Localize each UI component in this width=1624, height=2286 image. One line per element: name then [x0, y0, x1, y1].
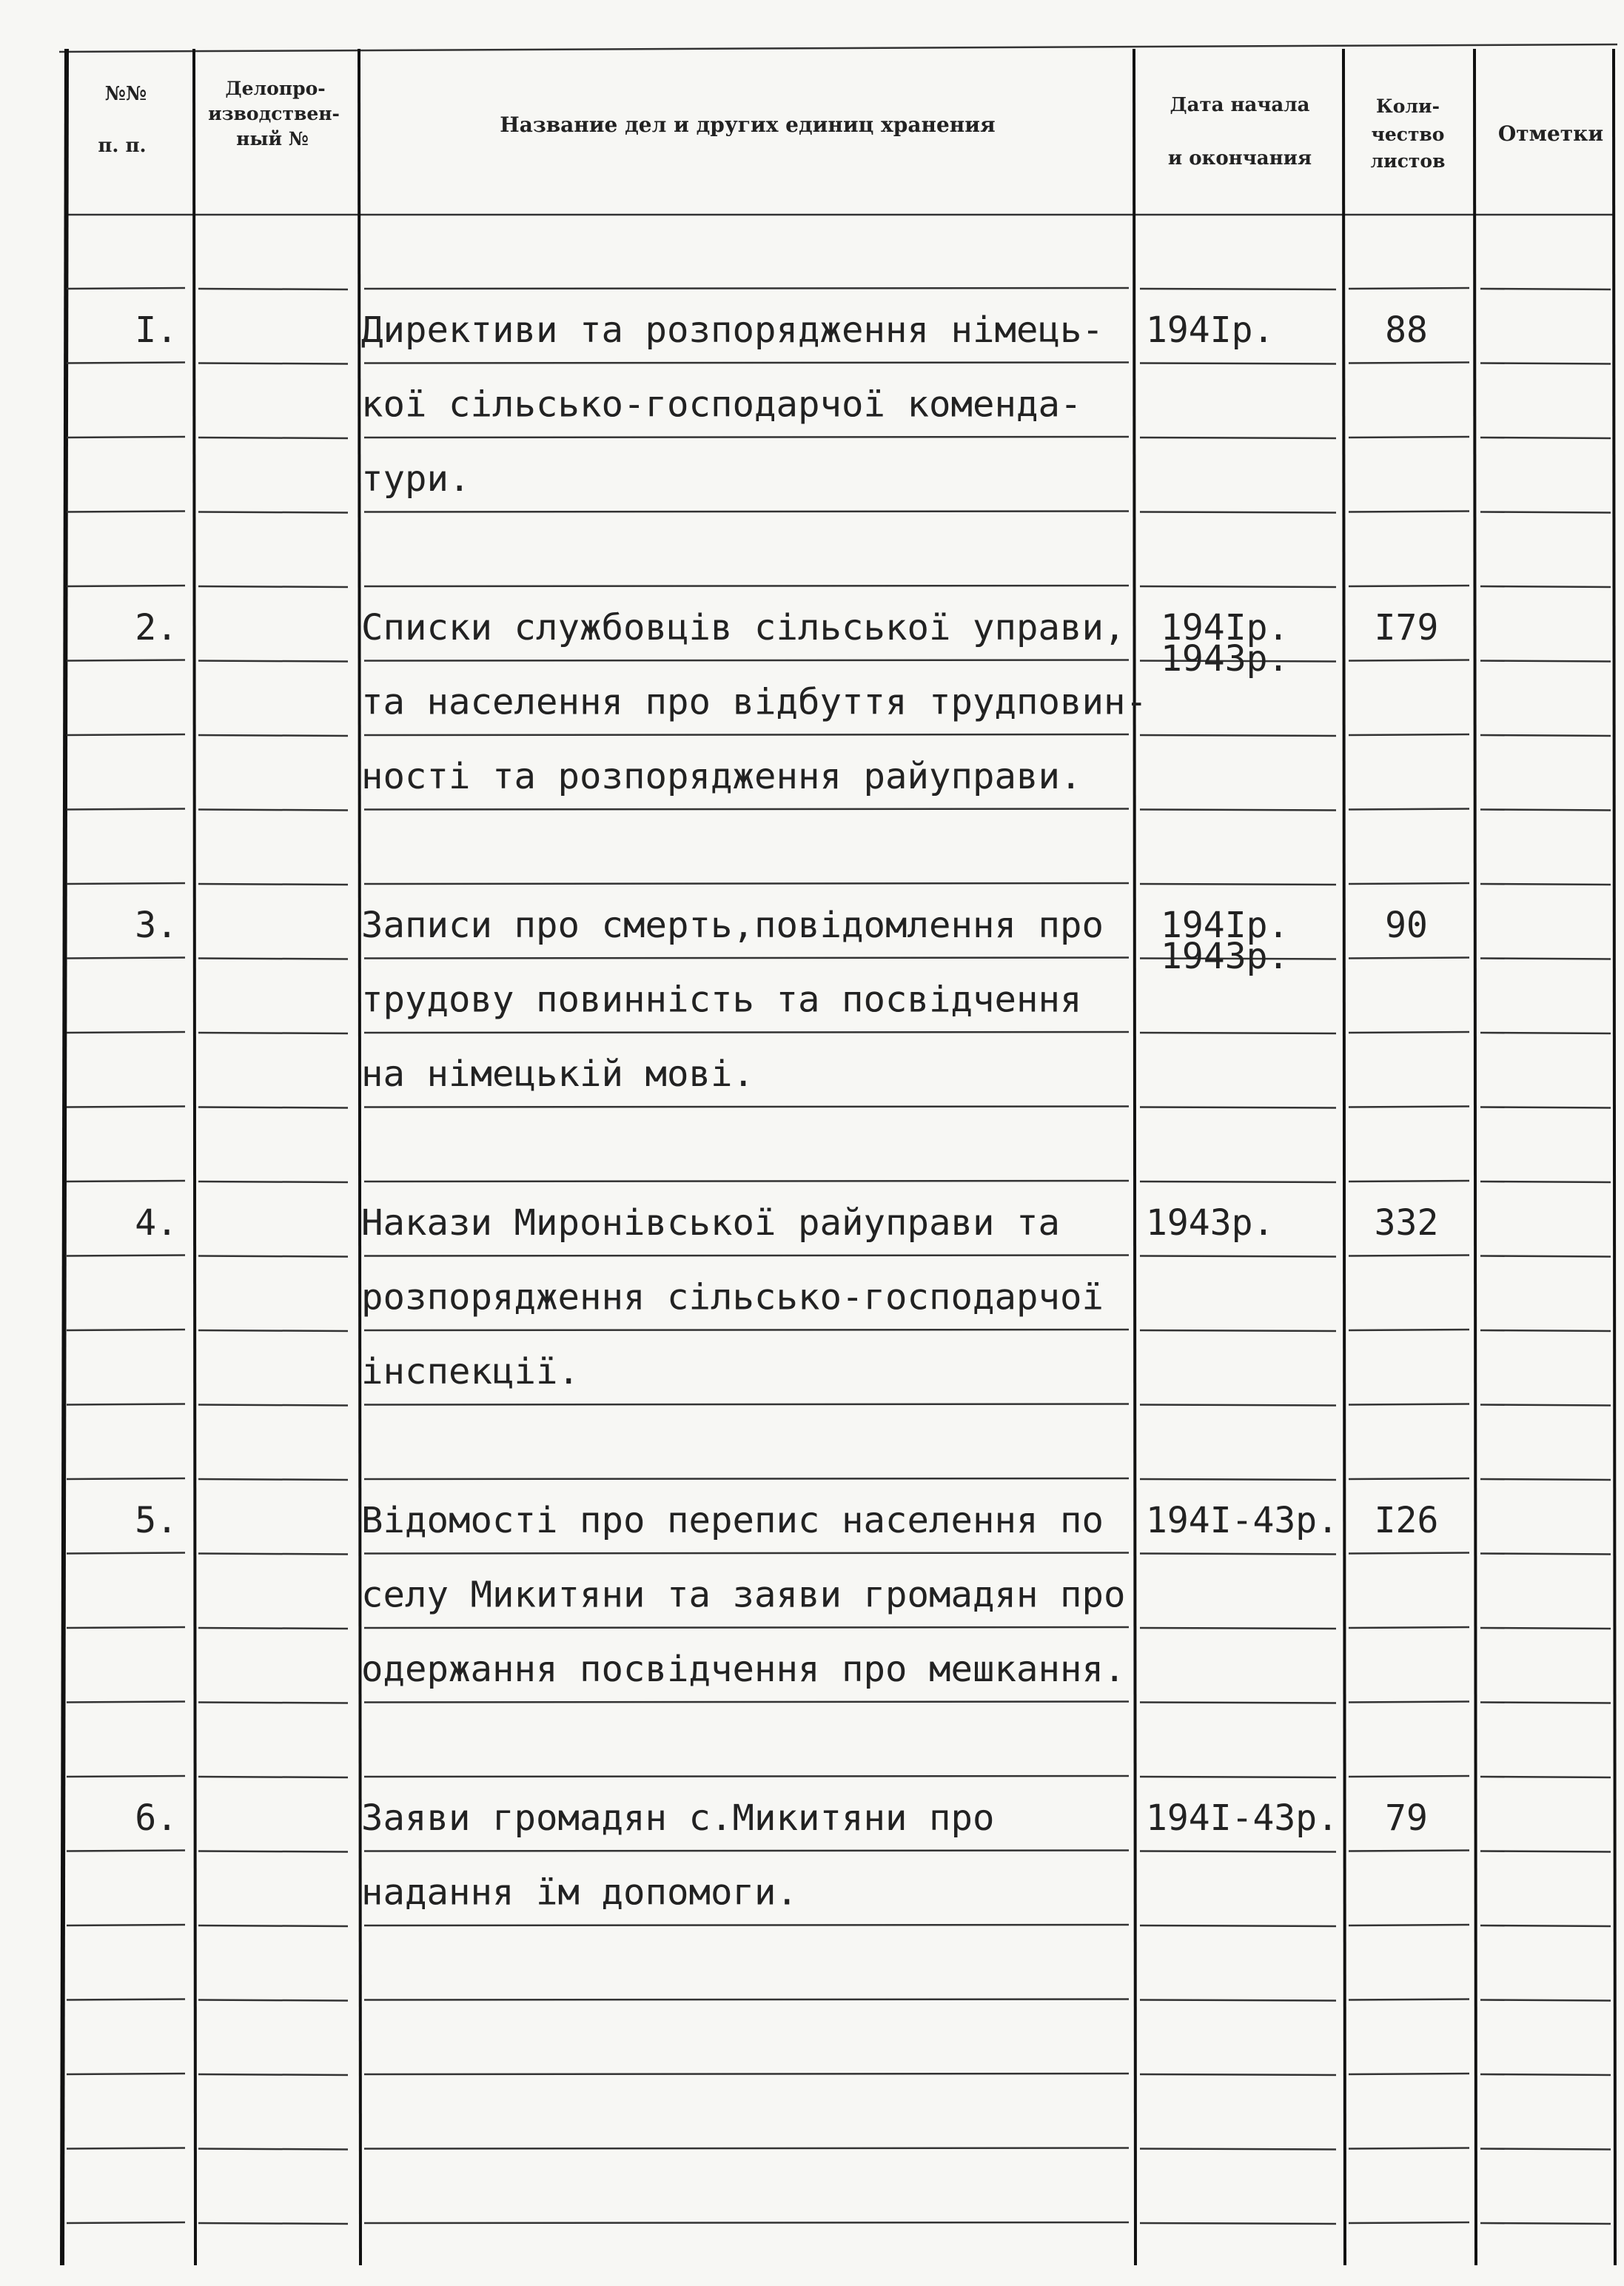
ruled-line	[67, 1627, 185, 1628]
ruled-line	[1480, 1330, 1611, 1331]
entry-number: 3.	[135, 905, 178, 946]
entry-number: 4.	[135, 1202, 178, 1244]
ruled-line	[1349, 660, 1469, 661]
ruled-line	[198, 2149, 348, 2150]
ruled-line	[1349, 958, 1469, 959]
ruled-line	[67, 809, 185, 810]
entry-title-line: надання їм допомоги.	[361, 1871, 798, 1914]
table-row	[135, 1797, 1428, 1914]
entry-sheet-count: 90	[1385, 905, 1428, 946]
ruled-line	[364, 288, 1129, 289]
entry-date: 1943р.	[1161, 638, 1289, 680]
ruled-line	[1349, 1032, 1469, 1033]
entry-title-line: одержання посвідчення про мешкання.	[361, 1649, 1126, 1690]
ruled-line	[1140, 2000, 1336, 2001]
ruled-line	[1140, 1851, 1336, 1852]
ruled-line	[67, 437, 185, 438]
header-col-ref-line2: изводствен-	[208, 103, 340, 124]
ruled-line	[1480, 1554, 1611, 1555]
ruled-line	[1349, 288, 1469, 289]
entry-sheet-count: I79	[1374, 607, 1439, 648]
ruled-line	[364, 1553, 1129, 1554]
entry-date: 194Iр.	[1146, 309, 1275, 351]
entry-title-line: ності та розпорядження райуправи.	[361, 756, 1082, 797]
ruled-line	[67, 958, 185, 959]
ruled-line	[1140, 1479, 1336, 1480]
ruled-line	[1349, 734, 1469, 735]
ruled-line	[364, 883, 1129, 884]
ruled-line	[364, 1627, 1129, 1628]
ruled-line	[1480, 661, 1611, 662]
ruled-line	[198, 1554, 348, 1555]
header-col-no-line1: №№	[104, 83, 147, 105]
ruled-line	[67, 288, 185, 289]
ruled-line	[198, 1405, 348, 1406]
ruled-line	[67, 883, 185, 884]
ruled-line	[1480, 586, 1611, 587]
ruled-line	[364, 437, 1129, 438]
ruled-line	[1349, 1702, 1469, 1703]
ruled-line	[198, 1256, 348, 1257]
ruled-line	[198, 1330, 348, 1331]
ruled-line	[1140, 1181, 1336, 1182]
entry-title-line: на німецькій мові.	[361, 1053, 754, 1095]
ruled-line	[1480, 1628, 1611, 1629]
ruled-line	[1349, 1553, 1469, 1554]
column-divider-sheets-notes	[1474, 49, 1476, 2265]
ruled-line	[364, 1702, 1129, 1703]
ruled-line	[1349, 2148, 1469, 2149]
entry-sheet-count: 88	[1385, 309, 1428, 351]
ruled-line	[67, 734, 185, 735]
ruled-line	[364, 2222, 1129, 2223]
column-divider-dates-sheets	[1343, 49, 1345, 2265]
ruled-line	[364, 1032, 1129, 1033]
ruled-line	[198, 2074, 348, 2075]
header-col-ref-line1: Делопро-	[225, 78, 326, 99]
ruled-line	[1349, 1627, 1469, 1628]
header-col-sheets-line1: Коли-	[1376, 95, 1440, 117]
ruled-line	[1140, 735, 1336, 736]
ruled-line	[1480, 1107, 1611, 1108]
header-col-title: Название дел и других единиц хранения	[500, 113, 996, 137]
ruled-line	[198, 661, 348, 662]
ruled-line	[1140, 586, 1336, 587]
ruled-line	[198, 1925, 348, 1926]
ruled-line	[1480, 1479, 1611, 1480]
entry-title-line: трудову повинність та посвідчення	[361, 979, 1082, 1021]
table-row	[135, 607, 1438, 797]
ruled-line	[364, 2148, 1129, 2149]
entry-number: 2.	[135, 607, 178, 648]
ruled-line	[67, 1478, 185, 1479]
ruled-line	[67, 2222, 185, 2223]
ruled-line	[364, 1478, 1129, 1479]
header-col-sheets-line2: чество	[1371, 124, 1445, 145]
entry-date: 194I-43р.	[1146, 1797, 1339, 1839]
ruled-line	[67, 1776, 185, 1777]
ruled-line	[1140, 884, 1336, 885]
ruled-line	[1140, 363, 1336, 364]
ruled-line	[1349, 883, 1469, 884]
header-col-no-line2: п. п.	[98, 135, 147, 157]
ruled-line	[1140, 1554, 1336, 1555]
ruled-line	[1140, 1107, 1336, 1108]
ruled-line	[1480, 884, 1611, 885]
ruled-line	[67, 2148, 185, 2149]
entry-title-line: тури.	[361, 458, 471, 500]
entry-title-line: та населення про відбуття трудповин-	[361, 681, 1147, 723]
entry-sheet-count: 332	[1374, 1202, 1439, 1244]
column-left-border	[62, 49, 67, 2265]
ruled-line	[198, 884, 348, 885]
ruled-line	[67, 1404, 185, 1405]
ruled-line	[1480, 735, 1611, 736]
ruled-line	[198, 2000, 348, 2001]
ruled-line	[1349, 1404, 1469, 1405]
ruled-line	[364, 734, 1129, 735]
table-row	[135, 309, 1428, 500]
entry-title-line: селу Микитяни та заяви громадян про	[361, 1574, 1126, 1616]
ruled-line	[1140, 1628, 1336, 1629]
entry-date: 194I-43р.	[1146, 1500, 1339, 1541]
table-top-border	[59, 44, 1617, 52]
entry-title-line: Відомості про перепис населення по	[361, 1500, 1104, 1541]
ruled-line	[67, 1032, 185, 1033]
header-col-dates-line2: и окончания	[1167, 147, 1312, 170]
entry-date: 194Iр.	[1161, 905, 1289, 946]
entry-date: 1943р.	[1161, 936, 1289, 977]
table-row	[135, 1202, 1438, 1392]
ruled-line	[1480, 2000, 1611, 2001]
ruled-line	[198, 1479, 348, 1480]
entry-date: 194Iр.	[1161, 607, 1289, 648]
ruled-line	[1349, 2222, 1469, 2223]
ruled-line	[1349, 437, 1469, 438]
table-header	[98, 78, 1603, 172]
ruled-line	[1349, 1776, 1469, 1777]
table-row	[135, 1500, 1438, 1690]
entry-title-line: Записи про смерть,повідомлення про	[361, 905, 1104, 946]
ruled-line	[1480, 1925, 1611, 1926]
ruled-line	[67, 660, 185, 661]
ruled-line	[198, 2223, 348, 2224]
ruled-line	[198, 1851, 348, 1852]
ruled-line	[1480, 1851, 1611, 1852]
table-grid	[59, 44, 1617, 2265]
ruled-line	[1140, 1330, 1336, 1331]
ruled-line	[1140, 2223, 1336, 2224]
entry-title-line: розпорядження сільсько-господарчої	[361, 1276, 1104, 1318]
ruled-line	[1480, 1181, 1611, 1182]
ruled-line	[67, 1702, 185, 1703]
ruled-line	[1480, 1405, 1611, 1406]
header-col-sheets-line3: листов	[1370, 150, 1446, 172]
entry-title-line: Заяви громадян с.Микитяни про	[361, 1797, 995, 1839]
ruled-line	[1140, 1405, 1336, 1406]
table-entries	[135, 309, 1438, 1914]
entry-title-line: Директиви та розпорядження німець-	[361, 309, 1104, 351]
column-right-border	[1614, 49, 1615, 2265]
entry-number: 5.	[135, 1500, 178, 1541]
ruled-line	[1480, 2074, 1611, 2075]
ruled-line	[1480, 1256, 1611, 1257]
ruled-line	[1140, 2149, 1336, 2150]
ruled-line	[198, 363, 348, 364]
ruled-line	[1140, 512, 1336, 513]
ruled-line	[1480, 810, 1611, 811]
ruled-line	[364, 660, 1129, 661]
ruled-line	[198, 1181, 348, 1182]
ruled-line	[1480, 512, 1611, 513]
ruled-line	[198, 586, 348, 587]
entry-title-line: Накази Миронівської райуправи та	[361, 1202, 1060, 1244]
header-col-ref-line3: ный №	[236, 128, 309, 150]
header-col-notes: Отметки	[1497, 121, 1604, 146]
ruled-line	[364, 958, 1129, 959]
ruled-line	[1140, 1256, 1336, 1257]
ruled-line	[198, 512, 348, 513]
entry-number: I.	[135, 309, 178, 351]
ruled-line	[1140, 2074, 1336, 2075]
entry-number: 6.	[135, 1797, 178, 1839]
table-row	[135, 905, 1428, 1095]
entry-title-line: Списки службовців сільської управи,	[361, 607, 1126, 648]
entry-sheet-count: 79	[1385, 1797, 1428, 1839]
ruled-line	[1140, 810, 1336, 811]
ruled-line	[364, 809, 1129, 810]
ruled-line	[364, 1776, 1129, 1777]
entry-title-line: інспекції.	[361, 1351, 580, 1392]
column-divider-no-ref	[194, 49, 195, 2265]
ruled-line	[198, 810, 348, 811]
column-divider-title-dates	[1134, 49, 1135, 2265]
entry-title-line: кої сільсько-господарчої коменда-	[361, 383, 1082, 426]
ruled-line	[198, 1107, 348, 1108]
ruled-line	[1140, 1925, 1336, 1926]
ruled-line	[1480, 2223, 1611, 2224]
ruled-line	[364, 1404, 1129, 1405]
ruled-line	[198, 735, 348, 736]
entry-sheet-count: I26	[1374, 1500, 1439, 1541]
entry-date: 1943р.	[1146, 1202, 1275, 1244]
ruled-line	[198, 1628, 348, 1629]
ruled-line	[1349, 1478, 1469, 1479]
ruled-line	[1349, 809, 1469, 810]
ruled-line	[1480, 363, 1611, 364]
ruled-line	[67, 1553, 185, 1554]
ruled-line	[1480, 2149, 1611, 2150]
column-divider-ref-title	[359, 49, 360, 2265]
header-col-dates-line1: Дата начала	[1170, 94, 1310, 116]
